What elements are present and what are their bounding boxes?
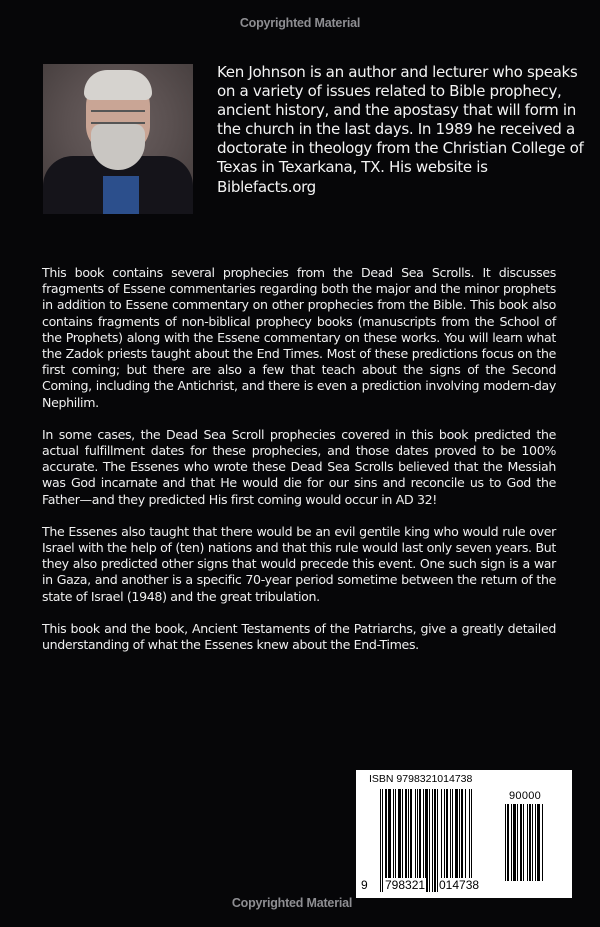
copyright-watermark-bottom: Copyrighted Material <box>231 896 353 910</box>
author-bio: Ken Johnson is an author and lecturer who speaks on a variety of issues related to Bible prophecy, ancient history, and the apostasy that will form in the church in the last days. In 1989 he received a doctorate in theology from the Christian College of Texas in Texarkana, TX. His website is Biblefacts.org <box>217 63 584 196</box>
author-photo <box>43 64 193 214</box>
book-description <box>42 265 556 669</box>
description-paragraph-3: The Essenes also taught that there would be an evil gentile king who would rule over Israel with the help of (ten) nations and that this rule would last only seven years. But they also predicted other signs that would precede this event. One such sign is a war in Gaza, and another is a specific 70-year period sometime between the return of the state of Israel (1948) and the great tribulation. <box>42 523 556 604</box>
description-paragraph-1: This book contains several prophecies from the Dead Sea Scrolls. It discusses fragments of Essene commentaries regarding both the major and the minor prophets in addition to Essene commentary on other prophecies from the Bible. This book also contains fragments of non-biblical prophecy books (manuscripts from the School of the Prophets) along with the Essene commentary on these works. You will learn what the Zadok priests taught about the End Times. Most of these predictions focus on the first coming; but there are also a few that teach about the signs of the Second Coming, including the Antichrist, and there is even a prediction involving modern-day Nephilim. <box>42 265 556 410</box>
description-paragraph-4: This book and the book, Ancient Testaments of the Patriarchs, give a greatly detailed understanding of what the Essenes knew about the End-Times. <box>42 620 556 653</box>
barcode-digit-group-2: 014738 <box>439 878 480 892</box>
barcode-bars-main <box>380 789 472 892</box>
price-code: 90000 <box>509 790 542 802</box>
barcode-bars-addon <box>505 804 543 881</box>
photo-hair <box>84 70 152 100</box>
barcode-digit-lead: 9 <box>361 878 368 892</box>
barcode-digit-group-1: 798321 <box>385 878 426 892</box>
isbn-barcode <box>356 770 572 898</box>
copyright-watermark-top: Copyrighted Material <box>239 16 361 30</box>
photo-shirt <box>103 176 139 214</box>
isbn-label: ISBN 9798321014738 <box>369 773 473 785</box>
photo-glasses <box>91 110 145 124</box>
description-paragraph-2: In some cases, the Dead Sea Scroll prophecies covered in this book predicted the actual fulfillment dates for these prophecies, and those dates proved to be 100% accurate. The Essenes who wrote these Dead Sea Scrolls believed that the Messiah was God incarnate and that He would die for our sins and reconcile us to God the Father—and they predicted His first coming would occur in AD 32! <box>42 426 556 507</box>
